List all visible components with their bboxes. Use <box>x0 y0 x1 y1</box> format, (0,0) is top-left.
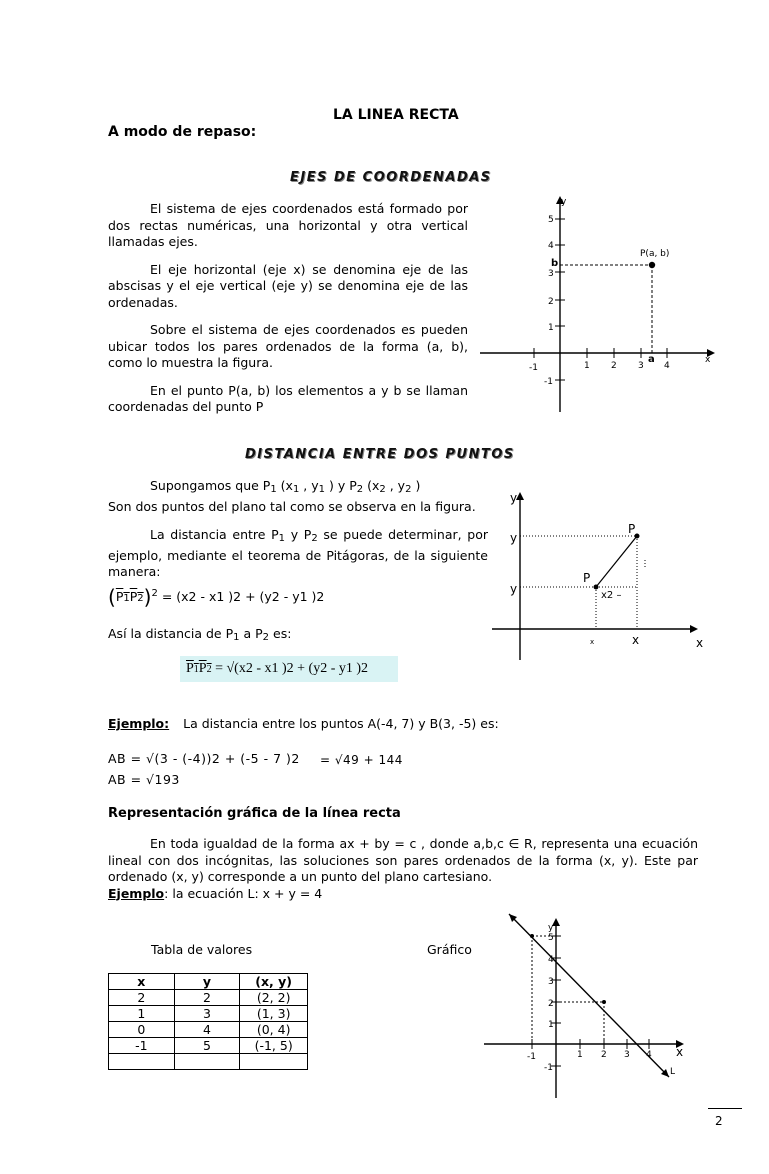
x-tick: 1 <box>577 1050 583 1060</box>
x-tick: 1 <box>584 361 590 371</box>
table-title: Tabla de valores <box>151 942 253 957</box>
x-axis-label: x <box>696 636 704 650</box>
section-heading-representacion: Representación gráfica de la línea recta <box>108 806 401 821</box>
example-label: Ejemplo: <box>108 716 170 731</box>
paragraph: En el punto P(a, b) los elementos a y b se llaman coordenadas del punto P <box>108 382 468 414</box>
y-tick: 2 <box>548 999 554 1009</box>
paragraph: El sistema de ejes coordenados está formado por dos rectas numéricas, una horizontal y otra vertical llamadas ejes. <box>108 201 468 249</box>
section-heading-distancia: DISTANCIA ENTRE DOS PUNTOS <box>245 447 515 462</box>
x-tick: 4 <box>664 361 670 371</box>
page-title: LA LINEA RECTA <box>333 107 459 123</box>
y-tick: 2 <box>548 297 554 307</box>
x-tick: 3 <box>638 361 644 371</box>
example-calc-line1b: = √49 + 144 <box>320 753 403 767</box>
x-tick: 2 <box>611 361 617 371</box>
x-tick: 3 <box>624 1050 630 1060</box>
p3-paragraph: La distancia entre P1 y P2 se puede determinar, por ejemplo, mediante el teorema de Pitágoras, de la siguiente manera: <box>108 527 488 579</box>
example-calc-line1: AB = √(3 - (-4))2 + (-5 - 7 )2 <box>108 751 300 766</box>
x1-label: x <box>590 638 595 646</box>
table-row: 0 4 (0, 4) <box>109 1022 308 1038</box>
table-row <box>109 1054 308 1070</box>
table-row: 1 3 (1, 3) <box>109 1006 308 1022</box>
point-label: P(a, b) <box>640 249 670 259</box>
y-tick: 4 <box>548 241 554 251</box>
x-tick: 2 <box>601 1050 607 1060</box>
values-table <box>108 973 308 1070</box>
pythagoras-formula: $(P1P2)^2 = (x2 - x1$ )2 + (y2 - y1 )2 <box>108 585 325 609</box>
y-tick: 3 <box>548 269 554 279</box>
distance-formula-box: P1P2 = √(x2 - x1 )2 + (y2 - y1 )2 <box>180 656 398 682</box>
paragraph: Son dos puntos del plano tal como se observa en la figura. <box>108 498 476 514</box>
y-axis-label: y <box>548 923 554 933</box>
distance-figure <box>492 488 712 663</box>
graph-title: Gráfico <box>427 942 472 957</box>
example-line <box>108 716 499 731</box>
a-label: a <box>648 354 655 365</box>
y-tick: 3 <box>548 977 554 987</box>
line-graph-figure <box>484 912 699 1102</box>
x-axis-label: x <box>705 355 711 365</box>
example2-text: : la ecuación L: x + y = 4 <box>164 885 323 901</box>
example-calc-line2: AB = √193 <box>108 772 180 787</box>
x-axis-label: x <box>676 1045 684 1059</box>
x-tick: -1 <box>527 1052 536 1062</box>
y-tick: -1 <box>544 377 553 387</box>
dx-label: x2 – <box>601 590 622 601</box>
y-tick: -1 <box>544 1063 553 1073</box>
point-p1 <box>594 585 599 590</box>
y-tick: 1 <box>548 323 554 333</box>
page-number-rule <box>708 1108 742 1109</box>
line-label: L <box>670 1067 676 1077</box>
table-row: 2 2 (2, 2) <box>109 990 308 1006</box>
y-tick: 5 <box>548 933 554 943</box>
point-p2 <box>635 534 640 539</box>
y1-label: y <box>510 582 518 596</box>
header-cell: x <box>109 974 175 990</box>
x-tick: -1 <box>529 363 538 373</box>
header-cell: y <box>174 974 240 990</box>
section-heading-ejes: EJES DE COORDENADAS <box>290 170 492 185</box>
p1-label: P <box>583 571 591 585</box>
distance-formula: = √(x2 - x1 )2 + (y2 - y1 )2 <box>215 661 369 676</box>
x2-label: x <box>632 633 640 647</box>
point-p <box>649 262 655 268</box>
table-row: -1 5 (-1, 5) <box>109 1038 308 1054</box>
header-cell: (x, y) <box>240 974 308 990</box>
example2-label: Ejemplo <box>108 885 165 901</box>
p1-line: Supongamos que P1 (x1 , y1 ) y P2 (x2 , y2 ) <box>150 478 421 495</box>
y-axis-label: y <box>561 197 567 207</box>
p2-label: P <box>628 522 636 536</box>
b-label: b <box>551 258 559 269</box>
coordinate-axes-figure <box>475 190 720 415</box>
example-text: La distancia entre los puntos A(-4, 7) y B(3, -5) es: <box>183 716 499 731</box>
table-header-row <box>109 974 308 990</box>
example2-line <box>108 886 698 903</box>
y-tick: 4 <box>548 955 554 965</box>
paragraph: Sobre el sistema de ejes coordenados es pueden ubicar todos los pares ordenados de la forma (a, b), como lo muestra la figura. <box>108 322 468 370</box>
formula-text: = (x2 - x1 )2 + (y2 - y1 )2 <box>161 589 325 604</box>
y-tick: 5 <box>548 215 554 225</box>
p4-line: Así la distancia de P1 a P2 es: <box>108 626 292 643</box>
paragraph: El eje horizontal (eje x) se denomina eje de las abscisas y el eje vertical (eje y) se denomina eje de las ordenadas. <box>108 261 468 310</box>
y2-label: y <box>510 531 518 545</box>
x-tick: 4 <box>646 1050 652 1060</box>
y-tick: 1 <box>548 1020 554 1030</box>
paragraph: En toda igualdad de la forma ax + by = c , donde a,b,c ∈ R, representa una ecuación lineal con dos incógnitas, las soluciones son pares ordenados de la forma (x, y). Este par ordenado (x, y) corresponde a un punto del plano cartesiano. <box>108 836 698 884</box>
page-number: 2 <box>715 1114 723 1128</box>
subtitle: A modo de repaso: <box>108 124 257 140</box>
y-axis-label: y <box>510 491 518 505</box>
